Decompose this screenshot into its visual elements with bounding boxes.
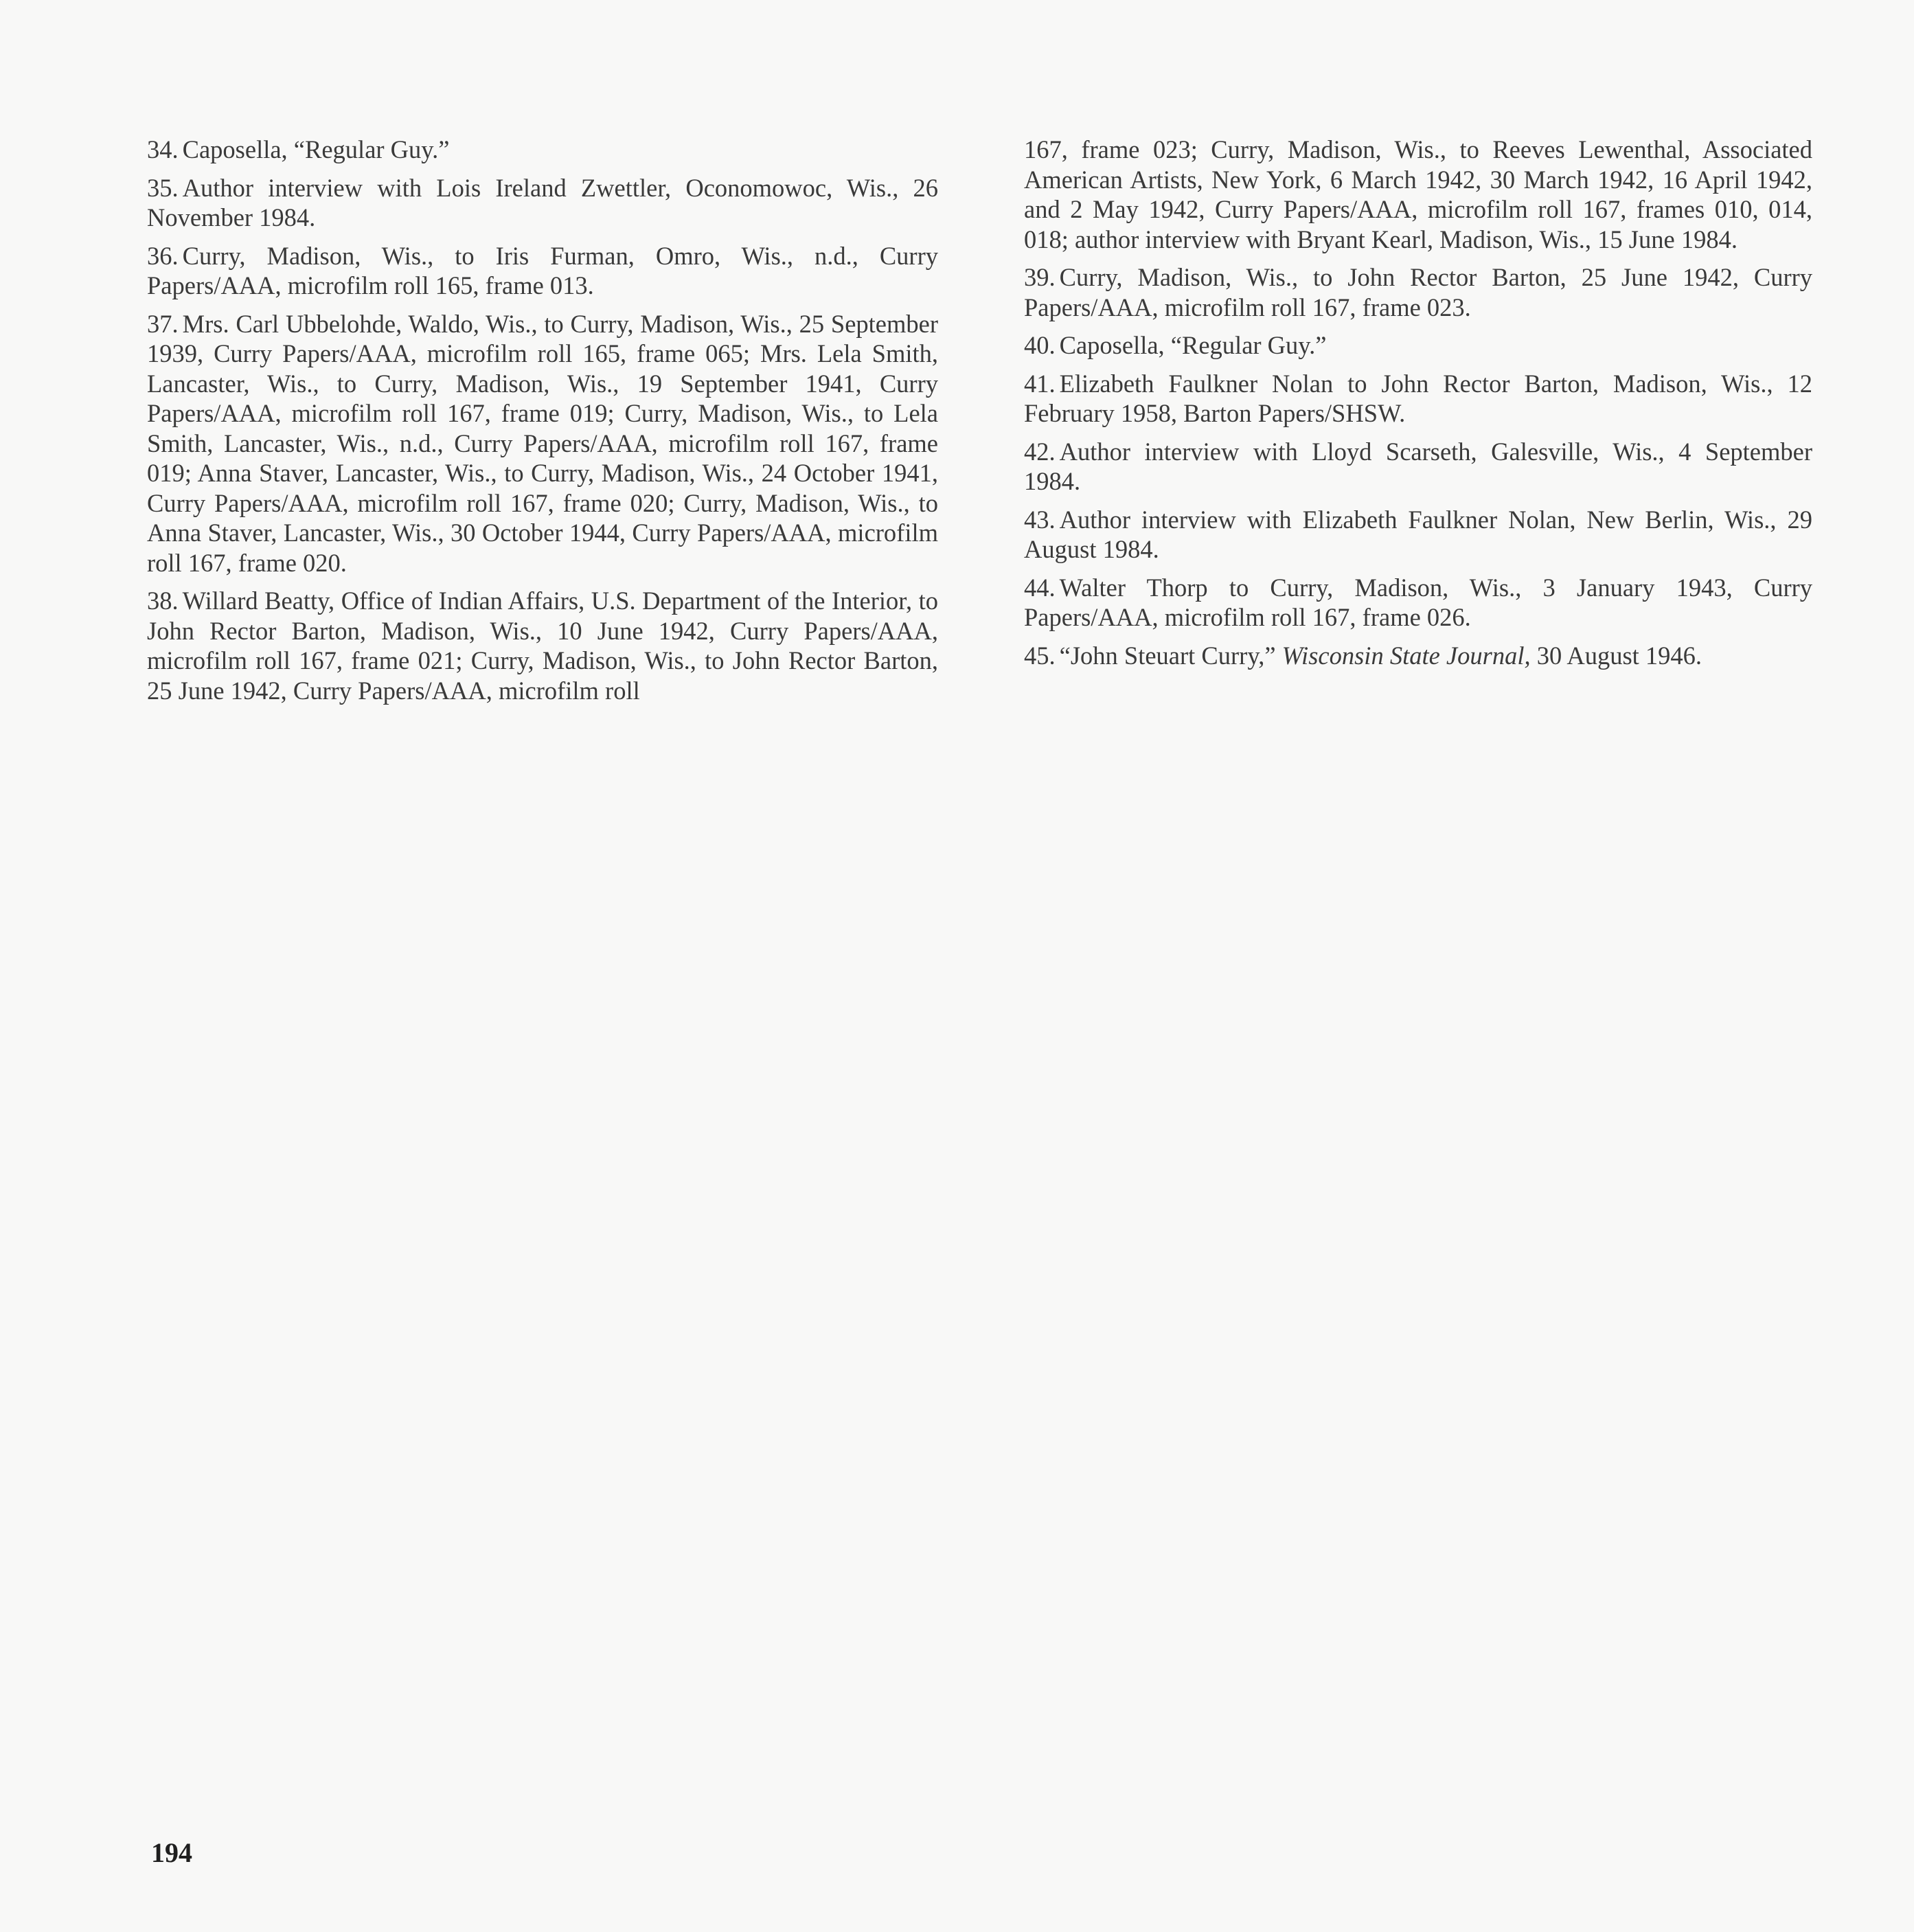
endnote-42 bbox=[1024, 437, 1812, 497]
endnote-number: 35. bbox=[147, 173, 179, 202]
endnote-text: Walter Thorp to Curry, Madison, Wis., 3 January 1943, Curry Papers/AAA, microfilm roll 167, frame 026. bbox=[1024, 573, 1812, 631]
endnote-36 bbox=[147, 241, 938, 301]
endnote-34 bbox=[147, 135, 938, 165]
endnote-number: 44. bbox=[1024, 573, 1056, 602]
endnote-text: Caposella, “Regular Guy.” bbox=[1059, 331, 1327, 359]
endnote-text: “John Steuart Curry,” bbox=[1059, 641, 1282, 670]
endnote-number: 38. bbox=[147, 587, 179, 615]
endnote-text: Author interview with Elizabeth Faulkner Nolan, New Berlin, Wis., 29 August 1984. bbox=[1024, 505, 1812, 563]
endnote-39 bbox=[1024, 262, 1812, 322]
endnote-number: 40. bbox=[1024, 331, 1056, 359]
endnote-number: 42. bbox=[1024, 437, 1056, 466]
endnote-37 bbox=[147, 309, 938, 578]
endnote-text: Curry, Madison, Wis., to Iris Furman, Omro, Wis., n.d., Curry Papers/AAA, microfilm roll 165, frame 013. bbox=[147, 241, 938, 299]
endnote-number: 39. bbox=[1024, 263, 1056, 291]
endnote-number: 45. bbox=[1024, 641, 1056, 670]
endnote-38 bbox=[147, 586, 938, 705]
endnote-text: Elizabeth Faulkner Nolan to John Rector Barton, Madison, Wis., 12 February 1958, Barton Papers/SHSW. bbox=[1024, 369, 1812, 427]
endnote-44 bbox=[1024, 573, 1812, 633]
notes-left-column bbox=[147, 135, 938, 714]
endnote-number: 43. bbox=[1024, 505, 1056, 534]
endnote-38-continued bbox=[1024, 135, 1812, 254]
endnote-number: 34. bbox=[147, 135, 179, 163]
endnote-text: Caposella, “Regular Guy.” bbox=[182, 135, 450, 163]
endnote-number: 37. bbox=[147, 309, 179, 338]
endnote-40 bbox=[1024, 330, 1812, 361]
endnote-text: Willard Beatty, Office of Indian Affairs, U.S. Department of the Interior, to John Rector Barton, Madison, Wis., 10 June 1942, Curry Papers/AAA, microfilm roll 167, frame 021; Curry, Madison, Wis., to John Rector Barton, 25 June 1942, Curry Papers/AAA, microfilm roll bbox=[147, 587, 938, 705]
endnote-text: Mrs. Carl Ubbelohde, Waldo, Wis., to Curry, Madison, Wis., 25 September 1939, Curry Papers/AAA, microfilm roll 165, frame 065; Mrs. Lela Smith, Lancaster, Wis., to Curry, Madison, Wis., 19 September 1941, Curry Papers/AAA, microfilm roll 167, frame 019; Curry, Madison, Wis., to Lela Smith, Lancaster, Wis., n.d., Curry Papers/AAA, microfilm roll 167, frame 019; Anna Staver, Lancaster, Wis., to Curry, Madison, Wis., 24 October 1941, Curry Papers/AAA, microfilm roll 167, frame 020; Curry, Madison, Wis., to Anna Staver, Lancaster, Wis., 30 October 1944, Curry Papers/AAA, microfilm roll 167, frame 020. bbox=[147, 309, 938, 577]
endnote-45 bbox=[1024, 641, 1812, 671]
page-number: 194 bbox=[151, 1837, 192, 1868]
endnote-number: 36. bbox=[147, 241, 179, 270]
endnote-text: Author interview with Lois Ireland Zwettler, Oconomowoc, Wis., 26 November 1984. bbox=[147, 173, 938, 231]
endnote-text-end: 30 August 1946. bbox=[1530, 641, 1702, 670]
endnote-43 bbox=[1024, 505, 1812, 565]
endnote-number: 41. bbox=[1024, 369, 1056, 398]
endnote-41 bbox=[1024, 369, 1812, 429]
notes-right-column bbox=[1024, 135, 1812, 679]
endnote-text: Author interview with Lloyd Scarseth, Galesville, Wis., 4 September 1984. bbox=[1024, 437, 1812, 495]
publication-title: Wisconsin State Journal, bbox=[1281, 641, 1531, 670]
endnote-text: 167, frame 023; Curry, Madison, Wis., to Reeves Lewenthal, Associated American Artists, New York, 6 March 1942, 30 March 1942, 16 April 1942, and 2 May 1942, Curry Papers/AAA, microfilm roll 167, frames 010, 014, 018; author interview with Bryant Kearl, Madison, Wis., 15 June 1984. bbox=[1024, 135, 1812, 253]
endnote-text: Curry, Madison, Wis., to John Rector Barton, 25 June 1942, Curry Papers/AAA, microfilm roll 167, frame 023. bbox=[1024, 263, 1812, 321]
endnote-35 bbox=[147, 173, 938, 233]
